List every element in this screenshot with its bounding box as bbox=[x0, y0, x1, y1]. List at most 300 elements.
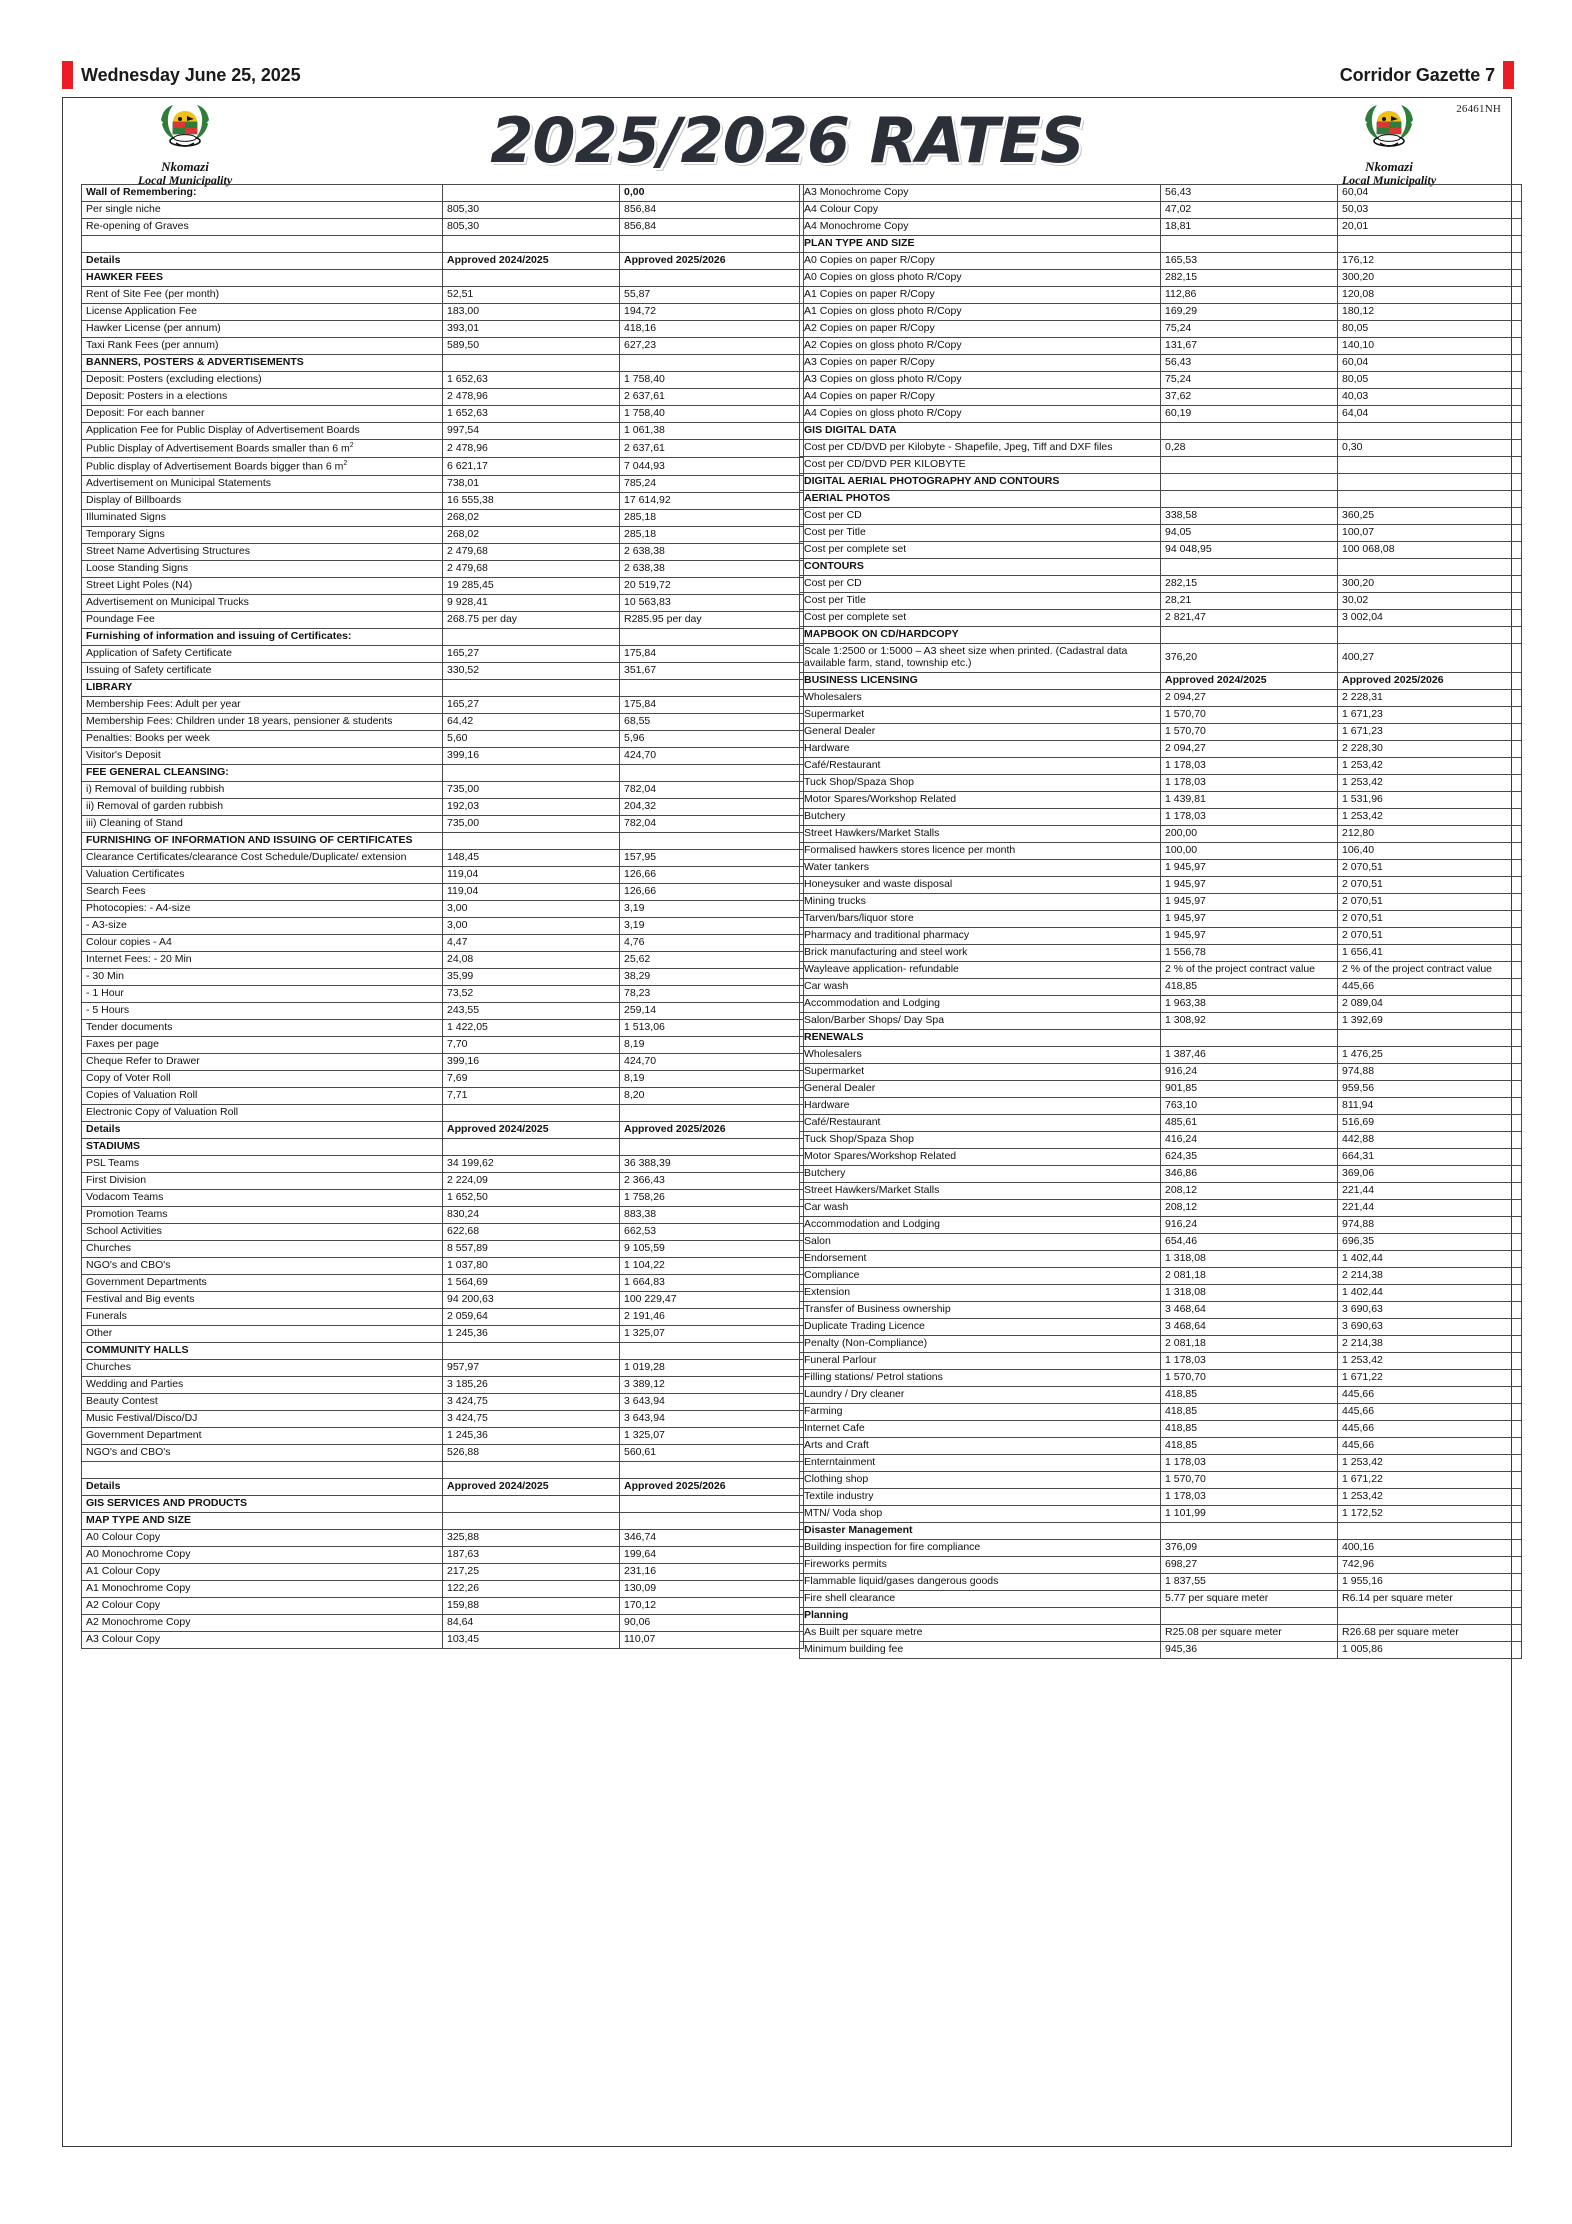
row-description: Fireworks permits bbox=[800, 1556, 1161, 1573]
row-approved-2024-2025: 100,00 bbox=[1161, 842, 1338, 859]
table-row bbox=[800, 689, 1522, 706]
table-row bbox=[82, 1240, 804, 1257]
row-description: Application Fee for Public Display of Advertisement Boards bbox=[82, 423, 443, 440]
row-approved-2024-2025: 526,88 bbox=[443, 1444, 620, 1461]
table-row bbox=[800, 825, 1522, 842]
row-approved-2024-2025: 945,36 bbox=[1161, 1641, 1338, 1658]
row-description: Textile industry bbox=[800, 1488, 1161, 1505]
row-approved-2025-2026: 1 671,23 bbox=[1338, 723, 1522, 740]
row-approved-2024-2025 bbox=[443, 355, 620, 372]
row-approved-2024-2025 bbox=[443, 628, 620, 645]
row-description: Copies of Valuation Roll bbox=[82, 1087, 443, 1104]
table-row bbox=[82, 185, 804, 202]
table-row bbox=[82, 1172, 804, 1189]
row-approved-2024-2025: 103,45 bbox=[443, 1631, 620, 1648]
row-approved-2024-2025: 282,15 bbox=[1161, 576, 1338, 593]
row-approved-2025-2026: 78,23 bbox=[620, 985, 804, 1002]
table-row bbox=[82, 457, 804, 475]
row-approved-2025-2026: 856,84 bbox=[620, 202, 804, 219]
row-approved-2025-2026: 194,72 bbox=[620, 304, 804, 321]
row-approved-2024-2025 bbox=[443, 1104, 620, 1121]
row-approved-2024-2025: R25.08 per square meter bbox=[1161, 1624, 1338, 1641]
page-title: 2025/2026 RATES bbox=[490, 104, 1084, 177]
table-row bbox=[82, 1410, 804, 1427]
row-approved-2025-2026: 180,12 bbox=[1338, 304, 1522, 321]
row-approved-2025-2026: 424,70 bbox=[620, 747, 804, 764]
row-description: Temporary Signs bbox=[82, 526, 443, 543]
row-approved-2025-2026: 1 005,86 bbox=[1338, 1641, 1522, 1658]
row-approved-2025-2026 bbox=[1338, 474, 1522, 491]
row-description: A0 Colour Copy bbox=[82, 1529, 443, 1546]
row-description: Illuminated Signs bbox=[82, 509, 443, 526]
row-approved-2024-2025 bbox=[1161, 1029, 1338, 1046]
row-approved-2024-2025: 7,69 bbox=[443, 1070, 620, 1087]
row-description bbox=[82, 1461, 443, 1478]
table-row bbox=[82, 355, 804, 372]
row-approved-2024-2025: 122,26 bbox=[443, 1580, 620, 1597]
row-approved-2025-2026: 3 690,63 bbox=[1338, 1301, 1522, 1318]
table-row bbox=[800, 910, 1522, 927]
row-description: NGO's and CBO's bbox=[82, 1444, 443, 1461]
row-approved-2025-2026: 80,05 bbox=[1338, 321, 1522, 338]
row-approved-2025-2026: 110,07 bbox=[620, 1631, 804, 1648]
row-approved-2024-2025: 35,99 bbox=[443, 968, 620, 985]
row-approved-2025-2026 bbox=[1338, 1029, 1522, 1046]
row-description: Street Hawkers/Market Stalls bbox=[800, 1182, 1161, 1199]
row-approved-2025-2026 bbox=[620, 764, 804, 781]
table-row bbox=[800, 1284, 1522, 1301]
row-approved-2024-2025 bbox=[443, 270, 620, 287]
row-description: A4 Copies on paper R/Copy bbox=[800, 389, 1161, 406]
row-approved-2024-2025: 112,86 bbox=[1161, 287, 1338, 304]
row-approved-2025-2026: 560,61 bbox=[620, 1444, 804, 1461]
table-row bbox=[82, 389, 804, 406]
row-approved-2024-2025: 1 570,70 bbox=[1161, 723, 1338, 740]
table-row bbox=[800, 995, 1522, 1012]
row-approved-2025-2026: 175,84 bbox=[620, 696, 804, 713]
row-approved-2024-2025: 399,16 bbox=[443, 1053, 620, 1070]
table-row bbox=[800, 321, 1522, 338]
row-description: Brick manufacturing and steel work bbox=[800, 944, 1161, 961]
row-description: Scale 1:2500 or 1:5000 – A3 sheet size when printed. (Cadastral data available farm, stand, township etc.) bbox=[800, 644, 1161, 673]
row-description: Churches bbox=[82, 1359, 443, 1376]
row-approved-2024-2025: 159,88 bbox=[443, 1597, 620, 1614]
table-row bbox=[82, 849, 804, 866]
table-row bbox=[800, 457, 1522, 474]
row-approved-2024-2025: 94 048,95 bbox=[1161, 542, 1338, 559]
row-description: Butchery bbox=[800, 808, 1161, 825]
table-row bbox=[82, 781, 804, 798]
row-approved-2024-2025: 0,28 bbox=[1161, 440, 1338, 457]
table-row bbox=[82, 934, 804, 951]
row-description: FURNISHING OF INFORMATION AND ISSUING OF CERTIFICATES bbox=[82, 832, 443, 849]
table-row bbox=[800, 1233, 1522, 1250]
row-description: A0 Copies on paper R/Copy bbox=[800, 253, 1161, 270]
row-approved-2025-2026: Approved 2025/2026 bbox=[620, 1478, 804, 1495]
row-approved-2024-2025: 1 178,03 bbox=[1161, 1352, 1338, 1369]
row-description: BANNERS, POSTERS & ADVERTISEMENTS bbox=[82, 355, 443, 372]
row-approved-2025-2026: 106,40 bbox=[1338, 842, 1522, 859]
row-approved-2025-2026 bbox=[620, 1342, 804, 1359]
row-approved-2025-2026: 1 253,42 bbox=[1338, 1454, 1522, 1471]
row-approved-2024-2025: Approved 2024/2025 bbox=[443, 1478, 620, 1495]
row-approved-2024-2025: 60,19 bbox=[1161, 406, 1338, 423]
row-description: Loose Standing Signs bbox=[82, 560, 443, 577]
row-approved-2024-2025: 75,24 bbox=[1161, 321, 1338, 338]
table-row bbox=[800, 423, 1522, 440]
row-approved-2025-2026: 1 664,83 bbox=[620, 1274, 804, 1291]
row-approved-2025-2026: 516,69 bbox=[1338, 1114, 1522, 1131]
table-row bbox=[800, 270, 1522, 287]
row-description: Wall of Remembering: bbox=[82, 185, 443, 202]
row-description: Details bbox=[82, 253, 443, 270]
row-approved-2024-2025: 119,04 bbox=[443, 883, 620, 900]
row-approved-2024-2025: 243,55 bbox=[443, 1002, 620, 1019]
row-approved-2025-2026 bbox=[620, 1104, 804, 1121]
row-description: School Activities bbox=[82, 1223, 443, 1240]
row-description: Internet Cafe bbox=[800, 1420, 1161, 1437]
row-approved-2024-2025: 2 479,68 bbox=[443, 543, 620, 560]
row-description: Hardware bbox=[800, 1097, 1161, 1114]
table-row bbox=[800, 1063, 1522, 1080]
table-row bbox=[82, 1121, 804, 1138]
row-approved-2024-2025: 1 945,97 bbox=[1161, 876, 1338, 893]
row-approved-2024-2025: 916,24 bbox=[1161, 1216, 1338, 1233]
row-description: Cost per Title bbox=[800, 525, 1161, 542]
table-row bbox=[82, 1393, 804, 1410]
table-row bbox=[800, 542, 1522, 559]
row-description: Arts and Craft bbox=[800, 1437, 1161, 1454]
row-description: Disaster Management bbox=[800, 1522, 1161, 1539]
table-row bbox=[800, 474, 1522, 491]
row-description: MAPBOOK ON CD/HARDCOPY bbox=[800, 627, 1161, 644]
row-approved-2024-2025: 2 478,96 bbox=[443, 440, 620, 458]
table-row bbox=[800, 1029, 1522, 1046]
row-description: Café/Restaurant bbox=[800, 1114, 1161, 1131]
row-description: Deposit: Posters in a elections bbox=[82, 389, 443, 406]
row-approved-2025-2026: 2 638,38 bbox=[620, 560, 804, 577]
row-approved-2025-2026: 856,84 bbox=[620, 219, 804, 236]
row-approved-2024-2025: 1 318,08 bbox=[1161, 1284, 1338, 1301]
row-approved-2025-2026: 1 531,96 bbox=[1338, 791, 1522, 808]
row-approved-2025-2026: 2 070,51 bbox=[1338, 893, 1522, 910]
table-row bbox=[800, 1539, 1522, 1556]
row-approved-2024-2025: 1 945,97 bbox=[1161, 927, 1338, 944]
table-row bbox=[800, 808, 1522, 825]
crest-left-line1: Nkomazi bbox=[161, 159, 209, 174]
row-approved-2024-2025 bbox=[1161, 423, 1338, 440]
table-row bbox=[82, 1631, 804, 1648]
row-description: Transfer of Business ownership bbox=[800, 1301, 1161, 1318]
row-approved-2024-2025: 7,70 bbox=[443, 1036, 620, 1053]
row-approved-2024-2025: 3 424,75 bbox=[443, 1410, 620, 1427]
table-row bbox=[82, 492, 804, 509]
row-approved-2024-2025: 2 % of the project contract value bbox=[1161, 961, 1338, 978]
row-description: Fire shell clearance bbox=[800, 1590, 1161, 1607]
row-approved-2024-2025: 1 422,05 bbox=[443, 1019, 620, 1036]
table-row bbox=[800, 1182, 1522, 1199]
table-row bbox=[800, 859, 1522, 876]
row-approved-2025-2026: 17 614,92 bbox=[620, 492, 804, 509]
table-row bbox=[800, 287, 1522, 304]
row-description: Search Fees bbox=[82, 883, 443, 900]
table-row bbox=[800, 576, 1522, 593]
table-row bbox=[800, 508, 1522, 525]
row-approved-2024-2025: 763,10 bbox=[1161, 1097, 1338, 1114]
row-approved-2024-2025: 3 424,75 bbox=[443, 1393, 620, 1410]
table-row bbox=[82, 270, 804, 287]
row-approved-2024-2025: 200,00 bbox=[1161, 825, 1338, 842]
row-description: Supermarket bbox=[800, 1063, 1161, 1080]
row-approved-2025-2026: 50,03 bbox=[1338, 202, 1522, 219]
row-approved-2024-2025: 805,30 bbox=[443, 219, 620, 236]
row-description: Membership Fees: Children under 18 years, pensioner & students bbox=[82, 713, 443, 730]
row-approved-2025-2026: 4,76 bbox=[620, 934, 804, 951]
row-approved-2024-2025: 2 479,68 bbox=[443, 560, 620, 577]
row-description: Display of Billboards bbox=[82, 492, 443, 509]
table-row bbox=[800, 791, 1522, 808]
row-approved-2024-2025: 2 081,18 bbox=[1161, 1335, 1338, 1352]
row-approved-2024-2025: 165,53 bbox=[1161, 253, 1338, 270]
table-row bbox=[800, 253, 1522, 270]
masthead-left bbox=[62, 61, 300, 89]
row-approved-2025-2026: 1 172,52 bbox=[1338, 1505, 1522, 1522]
table-row bbox=[82, 1461, 804, 1478]
table-row bbox=[800, 740, 1522, 757]
row-approved-2025-2026: 212,80 bbox=[1338, 825, 1522, 842]
row-description: A1 Copies on paper R/Copy bbox=[800, 287, 1161, 304]
table-row bbox=[800, 1624, 1522, 1641]
row-approved-2025-2026: 140,10 bbox=[1338, 338, 1522, 355]
row-approved-2024-2025: 183,00 bbox=[443, 304, 620, 321]
row-approved-2025-2026: 1 392,69 bbox=[1338, 1012, 1522, 1029]
table-row bbox=[82, 253, 804, 270]
row-description: Photocopies: - A4-size bbox=[82, 900, 443, 917]
row-approved-2025-2026: 2 070,51 bbox=[1338, 927, 1522, 944]
row-approved-2025-2026: 285,18 bbox=[620, 526, 804, 543]
row-approved-2024-2025: 8 557,89 bbox=[443, 1240, 620, 1257]
row-approved-2025-2026: 1 476,25 bbox=[1338, 1046, 1522, 1063]
row-approved-2025-2026: 2 214,38 bbox=[1338, 1267, 1522, 1284]
row-approved-2024-2025: 1 245,36 bbox=[443, 1427, 620, 1444]
table-row bbox=[800, 842, 1522, 859]
row-description: Car wash bbox=[800, 1199, 1161, 1216]
row-approved-2024-2025: 19 285,45 bbox=[443, 577, 620, 594]
row-approved-2025-2026: Approved 2025/2026 bbox=[1338, 672, 1522, 689]
row-approved-2025-2026: R26.68 per square meter bbox=[1338, 1624, 1522, 1641]
row-approved-2024-2025: 1 945,97 bbox=[1161, 893, 1338, 910]
table-row bbox=[800, 1335, 1522, 1352]
row-approved-2025-2026: 1 253,42 bbox=[1338, 1352, 1522, 1369]
row-approved-2025-2026 bbox=[620, 1495, 804, 1512]
row-approved-2024-2025 bbox=[443, 236, 620, 253]
table-row bbox=[82, 1495, 804, 1512]
table-row bbox=[82, 1512, 804, 1529]
row-approved-2025-2026: 8,20 bbox=[620, 1087, 804, 1104]
row-approved-2025-2026: 445,66 bbox=[1338, 1386, 1522, 1403]
row-description: DIGITAL AERIAL PHOTOGRAPHY AND CONTOURS bbox=[800, 474, 1161, 491]
table-row bbox=[82, 628, 804, 645]
row-description: PSL Teams bbox=[82, 1155, 443, 1172]
table-row bbox=[800, 440, 1522, 457]
row-approved-2025-2026: 3 389,12 bbox=[620, 1376, 804, 1393]
table-row bbox=[82, 1614, 804, 1631]
table-row bbox=[82, 1070, 804, 1087]
row-approved-2025-2026: 782,04 bbox=[620, 815, 804, 832]
table-row bbox=[800, 1165, 1522, 1182]
row-approved-2025-2026: 3 643,94 bbox=[620, 1393, 804, 1410]
row-approved-2024-2025: 187,63 bbox=[443, 1546, 620, 1563]
coat-of-arms-icon bbox=[1360, 102, 1418, 154]
row-description: Flammable liquid/gases dangerous goods bbox=[800, 1573, 1161, 1590]
table-row bbox=[82, 1291, 804, 1308]
row-approved-2025-2026: 9 105,59 bbox=[620, 1240, 804, 1257]
row-description: LIBRARY bbox=[82, 679, 443, 696]
row-approved-2024-2025: 268.75 per day bbox=[443, 611, 620, 628]
row-approved-2024-2025 bbox=[443, 1495, 620, 1512]
row-description: General Dealer bbox=[800, 723, 1161, 740]
table-row bbox=[82, 713, 804, 730]
row-approved-2024-2025: 1 564,69 bbox=[443, 1274, 620, 1291]
row-description: Accommodation and Lodging bbox=[800, 1216, 1161, 1233]
row-approved-2024-2025: 2 821,47 bbox=[1161, 610, 1338, 627]
row-approved-2025-2026: 1 253,42 bbox=[1338, 774, 1522, 791]
table-row bbox=[800, 1012, 1522, 1029]
row-approved-2025-2026: 221,44 bbox=[1338, 1199, 1522, 1216]
row-approved-2025-2026: 346,74 bbox=[620, 1529, 804, 1546]
table-row bbox=[82, 883, 804, 900]
row-approved-2024-2025: 73,52 bbox=[443, 985, 620, 1002]
row-approved-2024-2025: 64,42 bbox=[443, 713, 620, 730]
row-description: Electronic Copy of Valuation Roll bbox=[82, 1104, 443, 1121]
row-description: COMMUNITY HALLS bbox=[82, 1342, 443, 1359]
row-approved-2025-2026: 2 637,61 bbox=[620, 389, 804, 406]
table-row bbox=[82, 1359, 804, 1376]
row-approved-2025-2026: 2 % of the project contract value bbox=[1338, 961, 1522, 978]
row-approved-2025-2026: 60,04 bbox=[1338, 185, 1522, 202]
row-description: Penalty (Non-Compliance) bbox=[800, 1335, 1161, 1352]
row-description: Deposit: For each banner bbox=[82, 406, 443, 423]
row-approved-2025-2026 bbox=[620, 679, 804, 696]
row-approved-2025-2026 bbox=[620, 270, 804, 287]
table-row bbox=[800, 927, 1522, 944]
row-approved-2024-2025: 1 178,03 bbox=[1161, 1488, 1338, 1505]
row-approved-2024-2025: 485,61 bbox=[1161, 1114, 1338, 1131]
row-approved-2025-2026: 696,35 bbox=[1338, 1233, 1522, 1250]
table-row bbox=[800, 202, 1522, 219]
row-approved-2025-2026: 360,25 bbox=[1338, 508, 1522, 525]
masthead bbox=[62, 60, 1514, 90]
row-description: Furnishing of information and issuing of Certificates: bbox=[82, 628, 443, 645]
row-approved-2025-2026: 2 637,61 bbox=[620, 440, 804, 458]
row-approved-2024-2025: 1 570,70 bbox=[1161, 706, 1338, 723]
row-approved-2024-2025: 325,88 bbox=[443, 1529, 620, 1546]
row-description: Advertisement on Municipal Trucks bbox=[82, 594, 443, 611]
table-row bbox=[800, 978, 1522, 995]
row-approved-2024-2025: 1 178,03 bbox=[1161, 757, 1338, 774]
row-approved-2024-2025: 34 199,62 bbox=[443, 1155, 620, 1172]
table-row bbox=[82, 1376, 804, 1393]
row-approved-2024-2025: 208,12 bbox=[1161, 1182, 1338, 1199]
row-approved-2024-2025: 131,67 bbox=[1161, 338, 1338, 355]
row-approved-2025-2026 bbox=[1338, 457, 1522, 474]
row-approved-2025-2026: 259,14 bbox=[620, 1002, 804, 1019]
row-approved-2025-2026 bbox=[1338, 1607, 1522, 1624]
row-description: iii) Cleaning of Stand bbox=[82, 815, 443, 832]
row-description: Wholesalers bbox=[800, 689, 1161, 706]
row-approved-2024-2025: 16 555,38 bbox=[443, 492, 620, 509]
row-approved-2025-2026: 662,53 bbox=[620, 1223, 804, 1240]
row-description: Churches bbox=[82, 1240, 443, 1257]
table-row bbox=[82, 1206, 804, 1223]
row-description: NGO's and CBO's bbox=[82, 1257, 443, 1274]
row-approved-2025-2026: 3,19 bbox=[620, 900, 804, 917]
table-row bbox=[800, 1216, 1522, 1233]
row-description: Cheque Refer to Drawer bbox=[82, 1053, 443, 1070]
row-approved-2024-2025 bbox=[443, 764, 620, 781]
row-description: License Application Fee bbox=[82, 304, 443, 321]
row-description: Enterntainment bbox=[800, 1454, 1161, 1471]
table-row bbox=[800, 1250, 1522, 1267]
row-approved-2024-2025: 418,85 bbox=[1161, 1437, 1338, 1454]
row-approved-2024-2025: 3 468,64 bbox=[1161, 1301, 1338, 1318]
row-approved-2024-2025: 165,27 bbox=[443, 645, 620, 662]
row-approved-2025-2026: 5,96 bbox=[620, 730, 804, 747]
row-description: Copy of Voter Roll bbox=[82, 1070, 443, 1087]
row-description: Vodacom Teams bbox=[82, 1189, 443, 1206]
row-description: Mining trucks bbox=[800, 893, 1161, 910]
row-description: A3 Colour Copy bbox=[82, 1631, 443, 1648]
row-approved-2025-2026: 20,01 bbox=[1338, 219, 1522, 236]
row-approved-2025-2026: 55,87 bbox=[620, 287, 804, 304]
row-approved-2024-2025: 2 081,18 bbox=[1161, 1267, 1338, 1284]
row-description: Salon bbox=[800, 1233, 1161, 1250]
row-description: Street Name Advertising Structures bbox=[82, 543, 443, 560]
row-approved-2025-2026: 785,24 bbox=[620, 475, 804, 492]
row-approved-2025-2026: 1 656,41 bbox=[1338, 944, 1522, 961]
table-row bbox=[82, 202, 804, 219]
row-approved-2024-2025: 418,85 bbox=[1161, 978, 1338, 995]
table-row bbox=[800, 1505, 1522, 1522]
row-approved-2025-2026: 1 758,40 bbox=[620, 406, 804, 423]
row-approved-2025-2026: 2 214,38 bbox=[1338, 1335, 1522, 1352]
row-approved-2025-2026: 445,66 bbox=[1338, 1403, 1522, 1420]
table-row bbox=[82, 866, 804, 883]
table-row bbox=[800, 774, 1522, 791]
row-description bbox=[82, 236, 443, 253]
table-row bbox=[82, 1002, 804, 1019]
table-row bbox=[82, 1274, 804, 1291]
row-description: Motor Spares/Workshop Related bbox=[800, 791, 1161, 808]
table-row bbox=[800, 389, 1522, 406]
table-row bbox=[800, 1454, 1522, 1471]
row-approved-2024-2025 bbox=[443, 679, 620, 696]
row-approved-2024-2025: 1 652,63 bbox=[443, 406, 620, 423]
row-approved-2025-2026: 120,08 bbox=[1338, 287, 1522, 304]
row-approved-2024-2025: 1 101,99 bbox=[1161, 1505, 1338, 1522]
row-approved-2025-2026: 20 519,72 bbox=[620, 577, 804, 594]
red-accent-bar-right bbox=[1503, 61, 1514, 89]
row-approved-2024-2025: 24,08 bbox=[443, 951, 620, 968]
row-approved-2025-2026: 1 402,44 bbox=[1338, 1284, 1522, 1301]
row-description: Duplicate Trading Licence bbox=[800, 1318, 1161, 1335]
table-row bbox=[82, 526, 804, 543]
row-description: Application of Safety Certificate bbox=[82, 645, 443, 662]
row-description: A2 Colour Copy bbox=[82, 1597, 443, 1614]
row-description: Government Department bbox=[82, 1427, 443, 1444]
row-approved-2024-2025: 18,81 bbox=[1161, 219, 1338, 236]
row-approved-2024-2025: 654,46 bbox=[1161, 1233, 1338, 1250]
